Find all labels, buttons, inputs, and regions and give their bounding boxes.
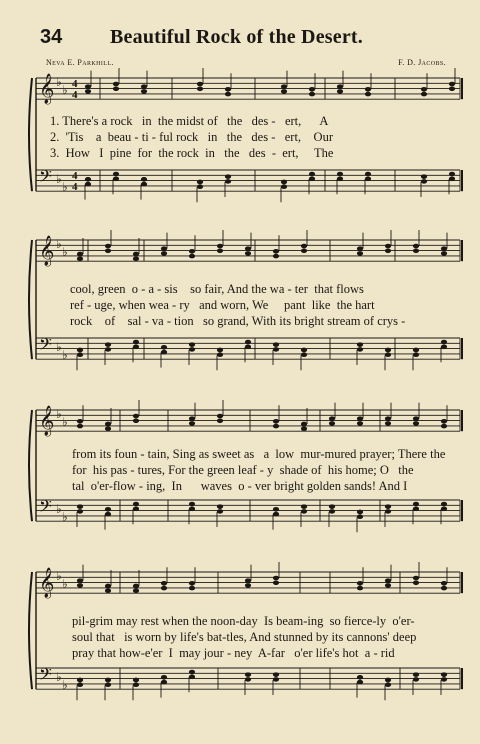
notehead <box>105 678 111 683</box>
notehead <box>77 504 83 509</box>
flat-sign: ♭ <box>62 415 68 429</box>
notehead <box>189 421 195 426</box>
flat-sign: ♭ <box>56 172 62 186</box>
notehead <box>329 416 335 421</box>
notehead <box>329 421 335 426</box>
hymn-title: Beautiful Rock of the Desert. <box>110 26 363 48</box>
notehead <box>441 344 447 349</box>
notehead <box>105 507 111 512</box>
notehead <box>357 251 363 256</box>
notehead <box>273 677 279 682</box>
notehead <box>113 86 119 91</box>
notehead <box>225 92 231 97</box>
notehead <box>189 586 195 591</box>
notehead <box>357 675 363 680</box>
bass-clef: 𝄢 <box>39 496 52 520</box>
notehead <box>133 588 139 593</box>
notehead <box>273 342 279 347</box>
brace <box>29 240 32 359</box>
flat-sign: ♭ <box>62 180 68 194</box>
notehead <box>449 172 455 177</box>
flat-sign: ♭ <box>56 670 62 684</box>
notehead <box>245 344 251 349</box>
notehead <box>133 340 139 345</box>
notehead <box>273 507 279 512</box>
author-credit: Neva E. Parkhill. <box>46 58 114 67</box>
notehead <box>441 246 447 251</box>
notehead <box>217 352 223 357</box>
notehead <box>357 586 363 591</box>
notehead <box>217 504 223 509</box>
notehead <box>85 89 91 94</box>
notehead <box>77 256 83 261</box>
lyric-line: from its foun - tain, Sing as sweet as a low mur-mured prayer; There the <box>72 447 446 461</box>
notehead <box>113 172 119 177</box>
brace <box>29 78 32 191</box>
notehead <box>225 174 231 179</box>
notehead <box>141 84 147 89</box>
notehead <box>441 419 447 424</box>
notehead <box>357 342 363 347</box>
notehead <box>441 424 447 429</box>
notehead <box>441 502 447 507</box>
notehead <box>77 583 83 588</box>
notehead <box>385 509 391 514</box>
hymn-number: 34 <box>40 26 63 48</box>
notehead <box>161 675 167 680</box>
flat-sign: ♭ <box>62 510 68 524</box>
notehead <box>113 82 119 87</box>
notehead <box>441 677 447 682</box>
notehead <box>189 506 195 511</box>
notehead <box>189 342 195 347</box>
notehead <box>329 509 335 514</box>
notehead <box>245 578 251 583</box>
lyric-line: cool, green o - a - sis so fair, And the wa - ter that flows <box>70 282 364 296</box>
notehead <box>133 256 139 261</box>
notehead <box>441 340 447 345</box>
notehead <box>105 426 111 431</box>
notehead <box>161 350 167 355</box>
notehead <box>273 512 279 517</box>
notehead <box>337 172 343 177</box>
lyric-line: 3. How I pine for the rock in the des - ert, The <box>50 146 334 160</box>
notehead <box>105 422 111 427</box>
notehead <box>441 506 447 511</box>
notehead <box>329 504 335 509</box>
lyric-line: tal o'er-flow - ing, In waves o - ver bright golden sands! And I <box>72 479 408 493</box>
notehead <box>413 672 419 677</box>
notehead <box>281 89 287 94</box>
notehead <box>441 251 447 256</box>
notehead <box>365 92 371 97</box>
notehead <box>413 421 419 426</box>
notehead <box>105 682 111 687</box>
notehead <box>133 252 139 257</box>
notehead <box>357 246 363 251</box>
notehead <box>217 244 223 249</box>
notehead <box>225 179 231 184</box>
notehead <box>337 176 343 181</box>
notehead <box>113 176 119 181</box>
notehead <box>105 248 111 253</box>
notehead <box>189 670 195 675</box>
notehead <box>413 248 419 253</box>
notehead <box>385 416 391 421</box>
notehead <box>273 672 279 677</box>
notehead <box>413 580 419 585</box>
notehead <box>301 504 307 509</box>
notehead <box>301 422 307 427</box>
notehead <box>133 506 139 511</box>
notehead <box>161 581 167 586</box>
notehead <box>245 246 251 251</box>
lyric-line: ref - uge, when wea - ry and worn, We pant like the hart <box>70 298 375 312</box>
notehead <box>337 84 343 89</box>
notehead <box>273 424 279 429</box>
notehead <box>357 421 363 426</box>
notehead <box>245 672 251 677</box>
notehead <box>225 87 231 92</box>
lyric-line: pil-grim may rest when the noon-day Is beam-ing so fierce-ly o'er- <box>72 614 415 628</box>
notehead <box>217 414 223 419</box>
notehead <box>421 87 427 92</box>
notehead <box>273 254 279 259</box>
notehead <box>385 244 391 249</box>
notehead <box>77 419 83 424</box>
notehead <box>133 418 139 423</box>
notehead <box>161 246 167 251</box>
flat-sign: ♭ <box>62 678 68 692</box>
notehead <box>85 182 91 187</box>
notehead <box>421 92 427 97</box>
notehead <box>309 172 315 177</box>
notehead <box>449 86 455 91</box>
notehead <box>141 177 147 182</box>
notehead <box>133 584 139 589</box>
notehead <box>301 509 307 514</box>
notehead <box>281 84 287 89</box>
time-signature: 4 <box>72 89 78 101</box>
time-signature: 4 <box>72 181 78 193</box>
flat-sign: ♭ <box>56 237 62 251</box>
notehead <box>413 677 419 682</box>
notehead <box>189 502 195 507</box>
notehead <box>197 82 203 87</box>
notehead <box>385 248 391 253</box>
notehead <box>245 677 251 682</box>
notehead <box>365 176 371 181</box>
notehead <box>105 342 111 347</box>
flat-sign: ♭ <box>62 83 68 97</box>
notehead <box>309 92 315 97</box>
notehead <box>413 576 419 581</box>
treble-clef: 𝄞 <box>39 74 55 104</box>
notehead <box>85 177 91 182</box>
notehead <box>105 584 111 589</box>
notehead <box>105 588 111 593</box>
notehead <box>197 86 203 91</box>
brace <box>29 572 32 689</box>
treble-clef: 𝄞 <box>39 568 55 598</box>
notehead <box>217 509 223 514</box>
notehead <box>441 672 447 677</box>
notehead <box>245 251 251 256</box>
notehead <box>301 248 307 253</box>
flat-sign: ♭ <box>62 348 68 362</box>
notehead <box>413 348 419 353</box>
notehead <box>357 680 363 685</box>
notehead <box>189 249 195 254</box>
notehead <box>281 184 287 189</box>
notehead <box>385 578 391 583</box>
flat-sign: ♭ <box>56 569 62 583</box>
notehead <box>309 176 315 181</box>
notehead <box>133 414 139 419</box>
flat-sign: ♭ <box>56 75 62 89</box>
notehead <box>413 244 419 249</box>
notehead <box>77 424 83 429</box>
notehead <box>301 426 307 431</box>
notehead <box>189 347 195 352</box>
notehead <box>77 509 83 514</box>
notehead <box>357 581 363 586</box>
notehead <box>337 89 343 94</box>
notehead <box>357 514 363 519</box>
flat-sign: ♭ <box>62 577 68 591</box>
notehead <box>357 416 363 421</box>
notehead <box>441 586 447 591</box>
notehead <box>77 252 83 257</box>
lyric-line: 1. There's a rock in the midst of the des - ert, A <box>50 114 329 128</box>
notehead <box>301 348 307 353</box>
bass-clef: 𝄢 <box>39 166 52 190</box>
flat-sign: ♭ <box>56 502 62 516</box>
bass-clef: 𝄢 <box>39 334 52 358</box>
notehead <box>273 347 279 352</box>
notehead <box>161 680 167 685</box>
notehead <box>189 674 195 679</box>
notehead <box>189 254 195 259</box>
notehead <box>365 172 371 177</box>
notehead <box>413 506 419 511</box>
notehead <box>413 502 419 507</box>
notehead <box>385 682 391 687</box>
notehead <box>385 352 391 357</box>
composer-credit: F. D. Jacobs. <box>398 58 446 67</box>
notehead <box>357 347 363 352</box>
bass-clef: 𝄢 <box>39 664 52 688</box>
notehead <box>273 249 279 254</box>
treble-clef: 𝄞 <box>39 236 55 266</box>
notehead <box>309 87 315 92</box>
notehead <box>77 678 83 683</box>
notehead <box>161 345 167 350</box>
lyric-line: pray that how-e'er I may jour - ney A-far o'er life's hot a - rid <box>72 646 395 660</box>
lyric-line: 2. 'Tis a beau - ti - ful rock in the des - ert, Our <box>50 130 333 144</box>
notehead <box>161 586 167 591</box>
notehead <box>217 418 223 423</box>
notehead <box>245 583 251 588</box>
notehead <box>189 581 195 586</box>
notehead <box>273 580 279 585</box>
notehead <box>77 348 83 353</box>
notehead <box>105 347 111 352</box>
notehead <box>245 340 251 345</box>
notehead <box>141 182 147 187</box>
notehead <box>385 678 391 683</box>
flat-sign: ♭ <box>56 407 62 421</box>
notehead <box>385 504 391 509</box>
lyric-line: for his pas - tures, For the green leaf - y shade of his home; O the <box>72 463 414 477</box>
notehead <box>301 244 307 249</box>
treble-clef: 𝄞 <box>39 406 55 436</box>
notehead <box>141 89 147 94</box>
brace <box>29 410 32 521</box>
notehead <box>385 583 391 588</box>
flat-sign: ♭ <box>56 340 62 354</box>
notehead <box>449 82 455 87</box>
notehead <box>441 581 447 586</box>
notehead <box>133 344 139 349</box>
notehead <box>85 84 91 89</box>
time-signature: 4 <box>72 170 78 182</box>
notehead <box>217 248 223 253</box>
lyric-line: soul that is worn by life's bat-tles, And stunned by its cannons' deep <box>72 630 417 644</box>
notehead <box>133 502 139 507</box>
notehead <box>189 416 195 421</box>
notehead <box>301 352 307 357</box>
notehead <box>421 179 427 184</box>
notehead <box>281 180 287 185</box>
notehead <box>421 174 427 179</box>
notehead <box>413 352 419 357</box>
notehead <box>77 682 83 687</box>
flat-sign: ♭ <box>62 245 68 259</box>
notehead <box>385 421 391 426</box>
notehead <box>385 348 391 353</box>
notehead <box>77 578 83 583</box>
notehead <box>133 682 139 687</box>
notehead <box>365 87 371 92</box>
notehead <box>161 251 167 256</box>
notehead <box>217 348 223 353</box>
lyric-line: rock of sal - va - tion so grand, With its bright stream of crys - <box>70 314 406 328</box>
notehead <box>273 576 279 581</box>
notehead <box>105 244 111 249</box>
notehead <box>273 419 279 424</box>
notehead <box>197 184 203 189</box>
notehead <box>197 180 203 185</box>
notehead <box>77 352 83 357</box>
notehead <box>357 510 363 515</box>
notehead <box>105 512 111 517</box>
notehead <box>413 416 419 421</box>
notehead <box>449 176 455 181</box>
notehead <box>133 678 139 683</box>
time-signature: 4 <box>72 78 78 90</box>
